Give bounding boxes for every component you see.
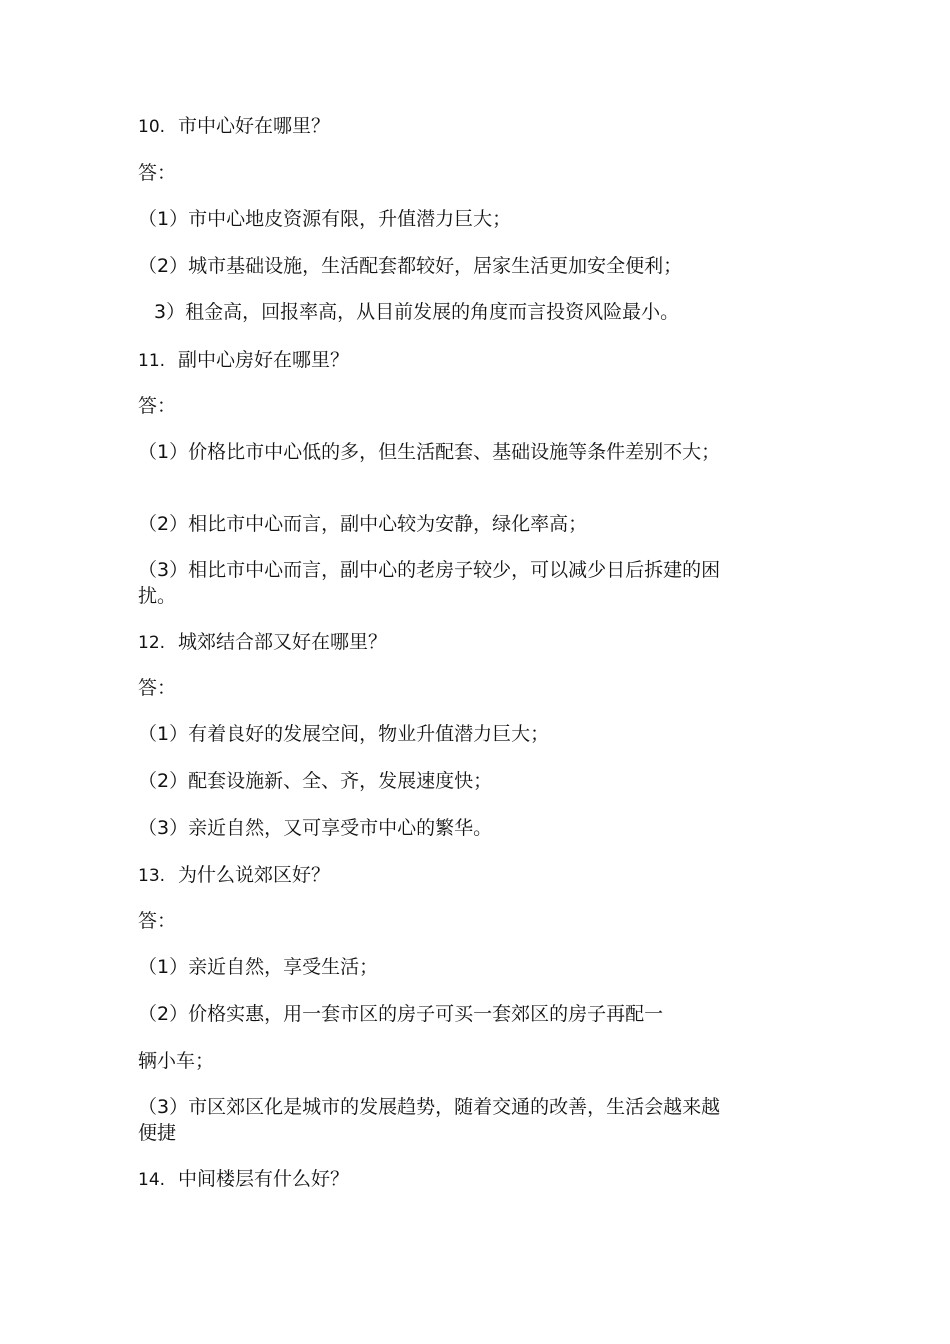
answer-item: （2）价格实惠，用一套市区的房子可买一套郊区的房子再配一 <box>138 1003 664 1025</box>
question-number: 13. <box>138 866 166 886</box>
question-text: 市中心好在哪里？ <box>178 115 331 137</box>
question-11 <box>138 347 349 374</box>
answer-item: （1）市中心地皮资源有限，升值潜力巨大； <box>138 208 512 230</box>
answer-item: （3）亲近自然，又可享受市中心的繁华。 <box>138 817 493 839</box>
answer-item: （1）价格比市中心低的多，但生活配套、基础设施等条件差别不大； <box>138 441 721 463</box>
answer-label: 答： <box>138 910 177 932</box>
answer-label: 答： <box>138 395 177 417</box>
question-text: 副中心房好在哪里？ <box>178 349 350 371</box>
answer-item: 辆小车； <box>138 1050 215 1072</box>
question-number: 11. <box>138 351 166 371</box>
answer-item: （1）有着良好的发展空间，物业升值潜力巨大； <box>138 723 550 745</box>
question-text: 城郊结合部又好在哪里？ <box>178 631 388 653</box>
question-10 <box>138 113 330 140</box>
question-number: 14. <box>138 1170 166 1190</box>
answer-item: （2）配套设施新、全、齐，发展速度快； <box>138 770 493 792</box>
question-13 <box>138 862 330 889</box>
answer-item: （3）相比市中心而言，副中心的老房子较少，可以减少日后拆建的困扰。 <box>138 559 721 607</box>
answer-item: （2）相比市中心而言，副中心较为安静，绿化率高； <box>138 513 588 535</box>
question-number: 10. <box>138 117 166 137</box>
answer-item: （1）亲近自然，享受生活； <box>138 956 379 978</box>
answer-item: 3）租金高，回报率高，从目前发展的角度而言投资风险最小。 <box>154 301 680 323</box>
answer-item: （3）市区郊区化是城市的发展趋势，随着交通的改善，生活会越来越便捷 <box>138 1096 721 1144</box>
question-text: 中间楼层有什么好？ <box>178 1168 350 1190</box>
answer-item: （2）城市基础设施，生活配套都较好，居家生活更加安全便利； <box>138 255 683 277</box>
question-number: 12. <box>138 633 166 653</box>
answer-label: 答： <box>138 677 177 699</box>
question-text: 为什么说郊区好？ <box>178 864 331 886</box>
question-14 <box>138 1166 349 1193</box>
answer-label: 答： <box>138 162 177 184</box>
question-12 <box>138 629 387 656</box>
